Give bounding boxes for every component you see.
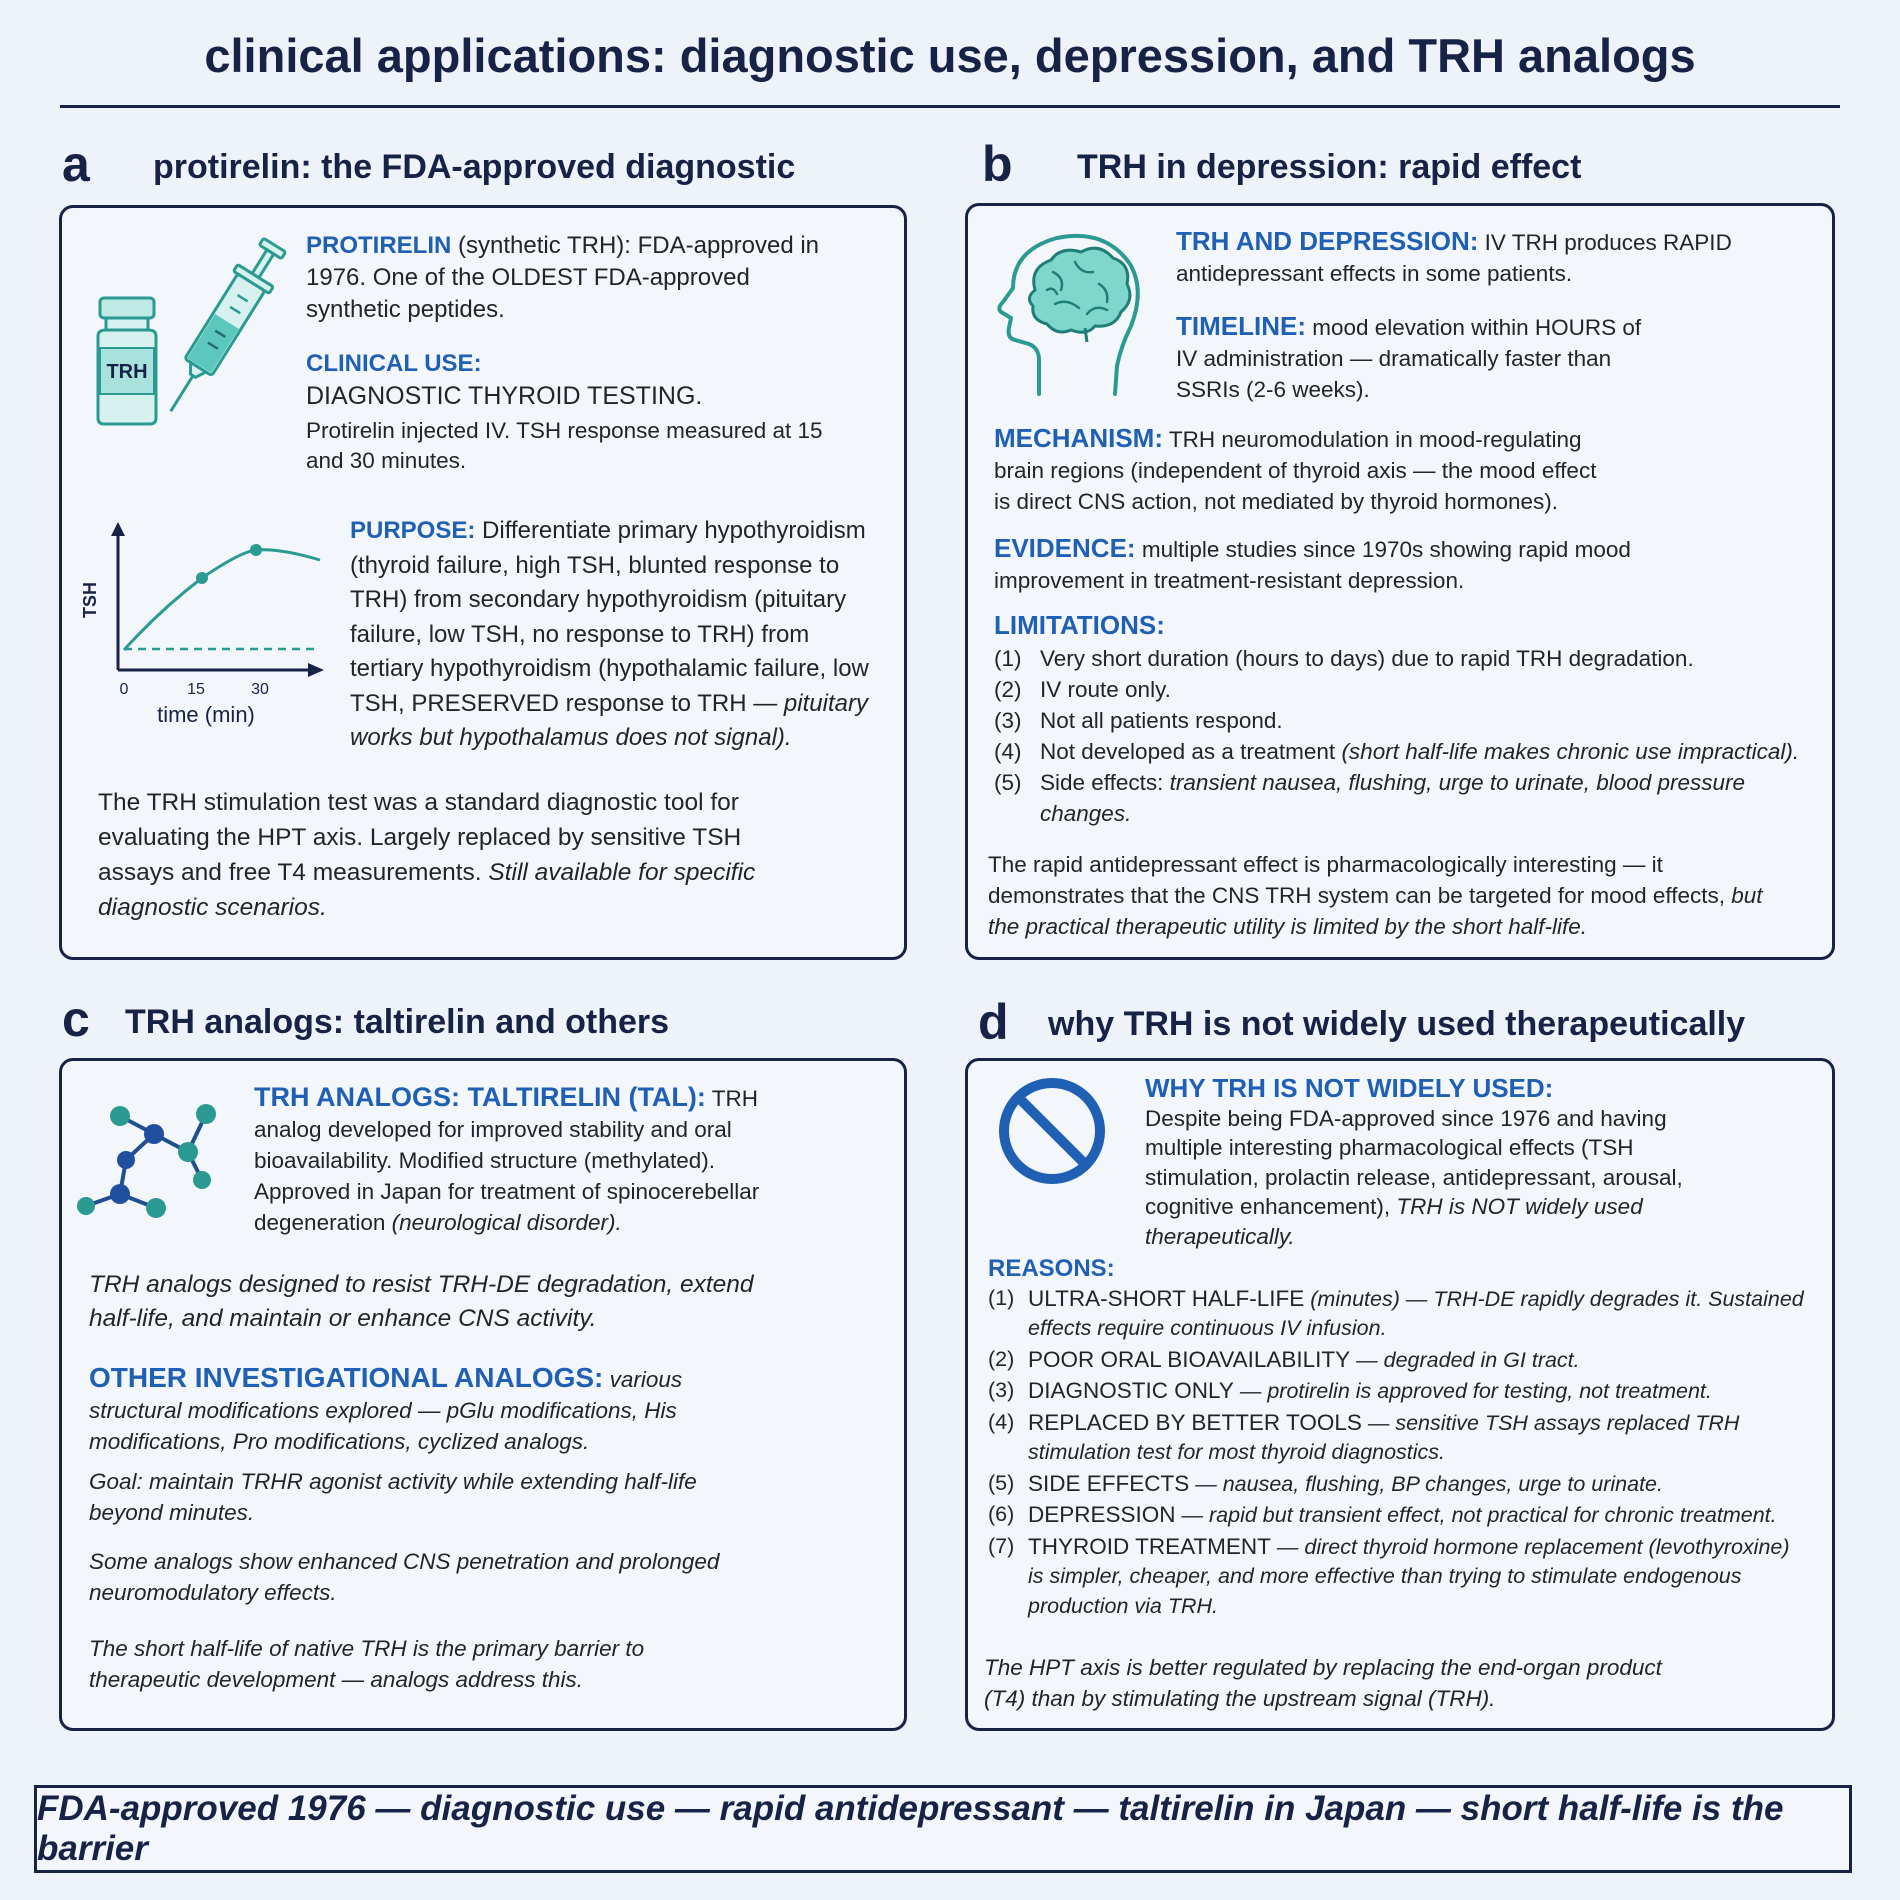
panel-c-goal: Goal: maintain TRHR agonist activity while extending half-life beyond minutes. <box>89 1469 697 1525</box>
panel-a-clinical-use: CLINICAL USE: DIAGNOSTIC THYROID TESTING. Protirelin injected IV. TSH response measured at 15 and 30 minutes. <box>306 350 823 473</box>
x-axis-arrow <box>308 663 324 677</box>
limitation-item: (4) Not developed as a treatment (short half-life makes chronic use impractical). <box>994 739 1800 764</box>
panel-c-other-analogs: OTHER INVESTIGATIONAL ANALOGS: various structural modifications explored — pGlu modifications, His modifications, Pro modifications, cyclized analogs. <box>89 1362 683 1454</box>
panel-c-title: TRH analogs: taltirelin and others <box>125 1003 670 1041</box>
panel-c-barrier: The short half-life of native TRH is the primary barrier to therapeutic development — analogs address this. <box>89 1636 645 1692</box>
reason-item: (3) DIAGNOSTIC ONLY — protirelin is approved for testing, not treatment. <box>988 1378 1712 1403</box>
x-tick-label: 0 <box>119 681 129 698</box>
limitations-list <box>994 643 1814 829</box>
reason-item: (7) THYROID TREATMENT — direct thyroid hormone replacement (levothyroxine) is simpler, cheaper, and more effective than trying to stimulate endogenous production via TRH. <box>988 1533 1790 1618</box>
footer-summary: FDA-approved 1976 — diagnostic use — rapid antidepressant — taltirelin in Japan — short half-life is the barrier <box>34 1785 1852 1873</box>
panel-d-title: why TRH is not widely used therapeutically <box>1048 1005 1746 1043</box>
panel-a-purpose-text: PURPOSE: Differentiate primary hypothyroidism (thyroid failure, high TSH, blunted response to TRH) from secondary hypothyroidism (pituitary failure, low TSH, no response to TRH) from tertiary hypothyroidism (hypothalamic failure, low TSH, PRESERVED response to TRH — pituitary works but hypothalamus does not signal). <box>350 517 869 751</box>
prohibited-icon <box>997 1076 1107 1186</box>
panel-b-trh-depression: TRH AND DEPRESSION: IV TRH produces RAPID antidepressant effects in some patients. <box>1176 226 1732 286</box>
panel-b-evidence: EVIDENCE: multiple studies since 1970s showing rapid mood improvement in treatment-resistant depression. <box>994 533 1631 593</box>
limitation-item: (1) Very short duration (hours to days) due to rapid TRH degradation. <box>994 646 1694 671</box>
panel-b-timeline: TIMELINE: mood elevation within HOURS of IV administration — dramatically faster than SSRIs (2-6 weeks). <box>1176 311 1642 402</box>
panel-b-summary: The rapid antidepressant effect is pharmacologically interesting — it demonstrates that the CNS TRH system can be targeted for mood effects, but the practical therapeutic utility is limited by the short half-life. <box>988 852 1763 939</box>
panel-b-mechanism: MECHANISM: TRH neuromodulation in mood-regulating brain regions (independent of thyroid axis — the mood effect is direct CNS action, not mediated by thyroid hormones). <box>994 423 1597 514</box>
vial-icon <box>92 296 162 426</box>
panel-c-taltirelin: TRH ANALOGS: TALTIRELIN (TAL): TRH analog developed for improved stability and oral bioavailability. Modified structure (methylated). Approved in Japan for treatment of spinocerebellar degeneration (neurological disorder). <box>254 1082 760 1235</box>
x-tick-label: 15 <box>187 681 205 698</box>
title-divider <box>60 105 1840 108</box>
limitation-item: (2) IV route only. <box>994 677 1171 702</box>
reason-item: (5) SIDE EFFECTS — nausea, flushing, BP changes, urge to urinate. <box>988 1470 1663 1496</box>
x-tick-label: 30 <box>251 681 269 698</box>
tsh-response-chart <box>80 518 350 738</box>
reasons-list <box>988 1284 1808 1622</box>
panel-a-summary: The TRH stimulation test was a standard diagnostic tool for evaluating the HPT axis. Largely replaced by sensitive TSH assays and free T4 measurements. Still available for specific diagnostic scenarios. <box>98 789 756 921</box>
reason-item: (1) ULTRA-SHORT HALF-LIFE (minutes) — TRH-DE rapidly degrades it. Sustained effects require continuous IV infusion. <box>988 1285 1804 1340</box>
data-point-15min <box>196 572 208 584</box>
panel-b-title: TRH in depression: rapid effect <box>1077 148 1582 186</box>
x-axis-label: time (min) <box>157 702 255 727</box>
brain-head-icon <box>995 228 1145 396</box>
panel-c-letter: c <box>62 991 90 1047</box>
panel-a-letter: a <box>62 136 90 192</box>
panel-d-summary: The HPT axis is better regulated by replacing the end-organ product (T4) than by stimulating the upstream signal (TRH). <box>984 1655 1662 1711</box>
vial-label: TRH <box>106 361 148 383</box>
panel-b-letter: b <box>982 136 1013 192</box>
panel-a-title: protirelin: the FDA-approved diagnostic <box>153 148 796 186</box>
panel-c-cns: Some analogs show enhanced CNS penetration and prolonged neuromodulatory effects. <box>89 1549 720 1605</box>
panel-d-letter: d <box>978 994 1009 1050</box>
y-axis-label: TSH <box>80 582 100 618</box>
syringe-icon <box>160 228 275 423</box>
limitation-item: (3) Not all patients respond. <box>994 708 1283 733</box>
reason-item: (2) POOR ORAL BIOAVAILABILITY — degraded in GI tract. <box>988 1346 1580 1372</box>
data-point-30min <box>250 544 262 556</box>
panel-c-analog-design: TRH analogs designed to resist TRH-DE degradation, extend half-life, and maintain or enhance CNS activity. <box>89 1271 754 1332</box>
tsh-response-curve <box>124 550 320 650</box>
y-axis-arrow <box>111 522 125 536</box>
reason-item: (4) REPLACED BY BETTER TOOLS — sensitive TSH assays replaced TRH stimulation test for most thyroid diagnostics. <box>988 1409 1740 1464</box>
panel-a-protirelin-text: PROTIRELIN (synthetic TRH): FDA-approved in 1976. One of the OLDEST FDA-approved synthetic peptides. <box>306 232 820 323</box>
panel-d-reasons: REASONS: (1) ULTRA-SHORT HALF-LIFE (minutes) — TRH-DE rapidly degrades it. Sustained effects require continuous IV infusion. (2) POOR ORAL BIOAVAILABILITY — degraded in GI tract. (3) DIAGNOSTIC ONLY — protirelin is approved for testing, not treatment. (4) REPLACED BY BETTER TOOLS — sensitive TSH assays replaced TRH stimulation test for most thyroid diagnostics. (5) SIDE EFFECTS — nausea, flushing, BP changes, urge to urinate. (6) DEPRESSION — rapid but transient effect, not practical for chronic treatment. (7) THYROID TREATMENT — direct thyroid hormone replacement (levothyroxine) is simpler, cheaper, and more effective than trying to stimulate endogenous production via TRH. <box>988 1254 1808 1622</box>
limitation-item: (5) Side effects: transient nausea, flushing, urge to urinate, blood pressure changes. <box>994 770 1746 826</box>
reason-item: (6) DEPRESSION — rapid but transient effect, not practical for chronic treatment. <box>988 1502 1777 1527</box>
panel-b-limitations: LIMITATIONS: (1) Very short duration (hours to days) due to rapid TRH degradation. (2) IV route only. (3) Not all patients respond. (4) Not developed as a treatment (short half-life makes chronic use impractical). (5) Side effects: transient nausea, flushing, urge to urinate, blood pressure changes. <box>994 610 1814 829</box>
panel-d-why: WHY TRH IS NOT WIDELY USED: Despite being FDA-approved since 1976 and having multiple interesting pharmacological effects (TSH stimulation, prolactin release, antidepressant, arousal, cognitive enhancement), TRH is NOT widely used therapeutically. <box>1145 1073 1683 1249</box>
page-title: clinical applications: diagnostic use, depression, and TRH analogs <box>204 29 1696 82</box>
molecule-icon <box>72 1080 232 1225</box>
